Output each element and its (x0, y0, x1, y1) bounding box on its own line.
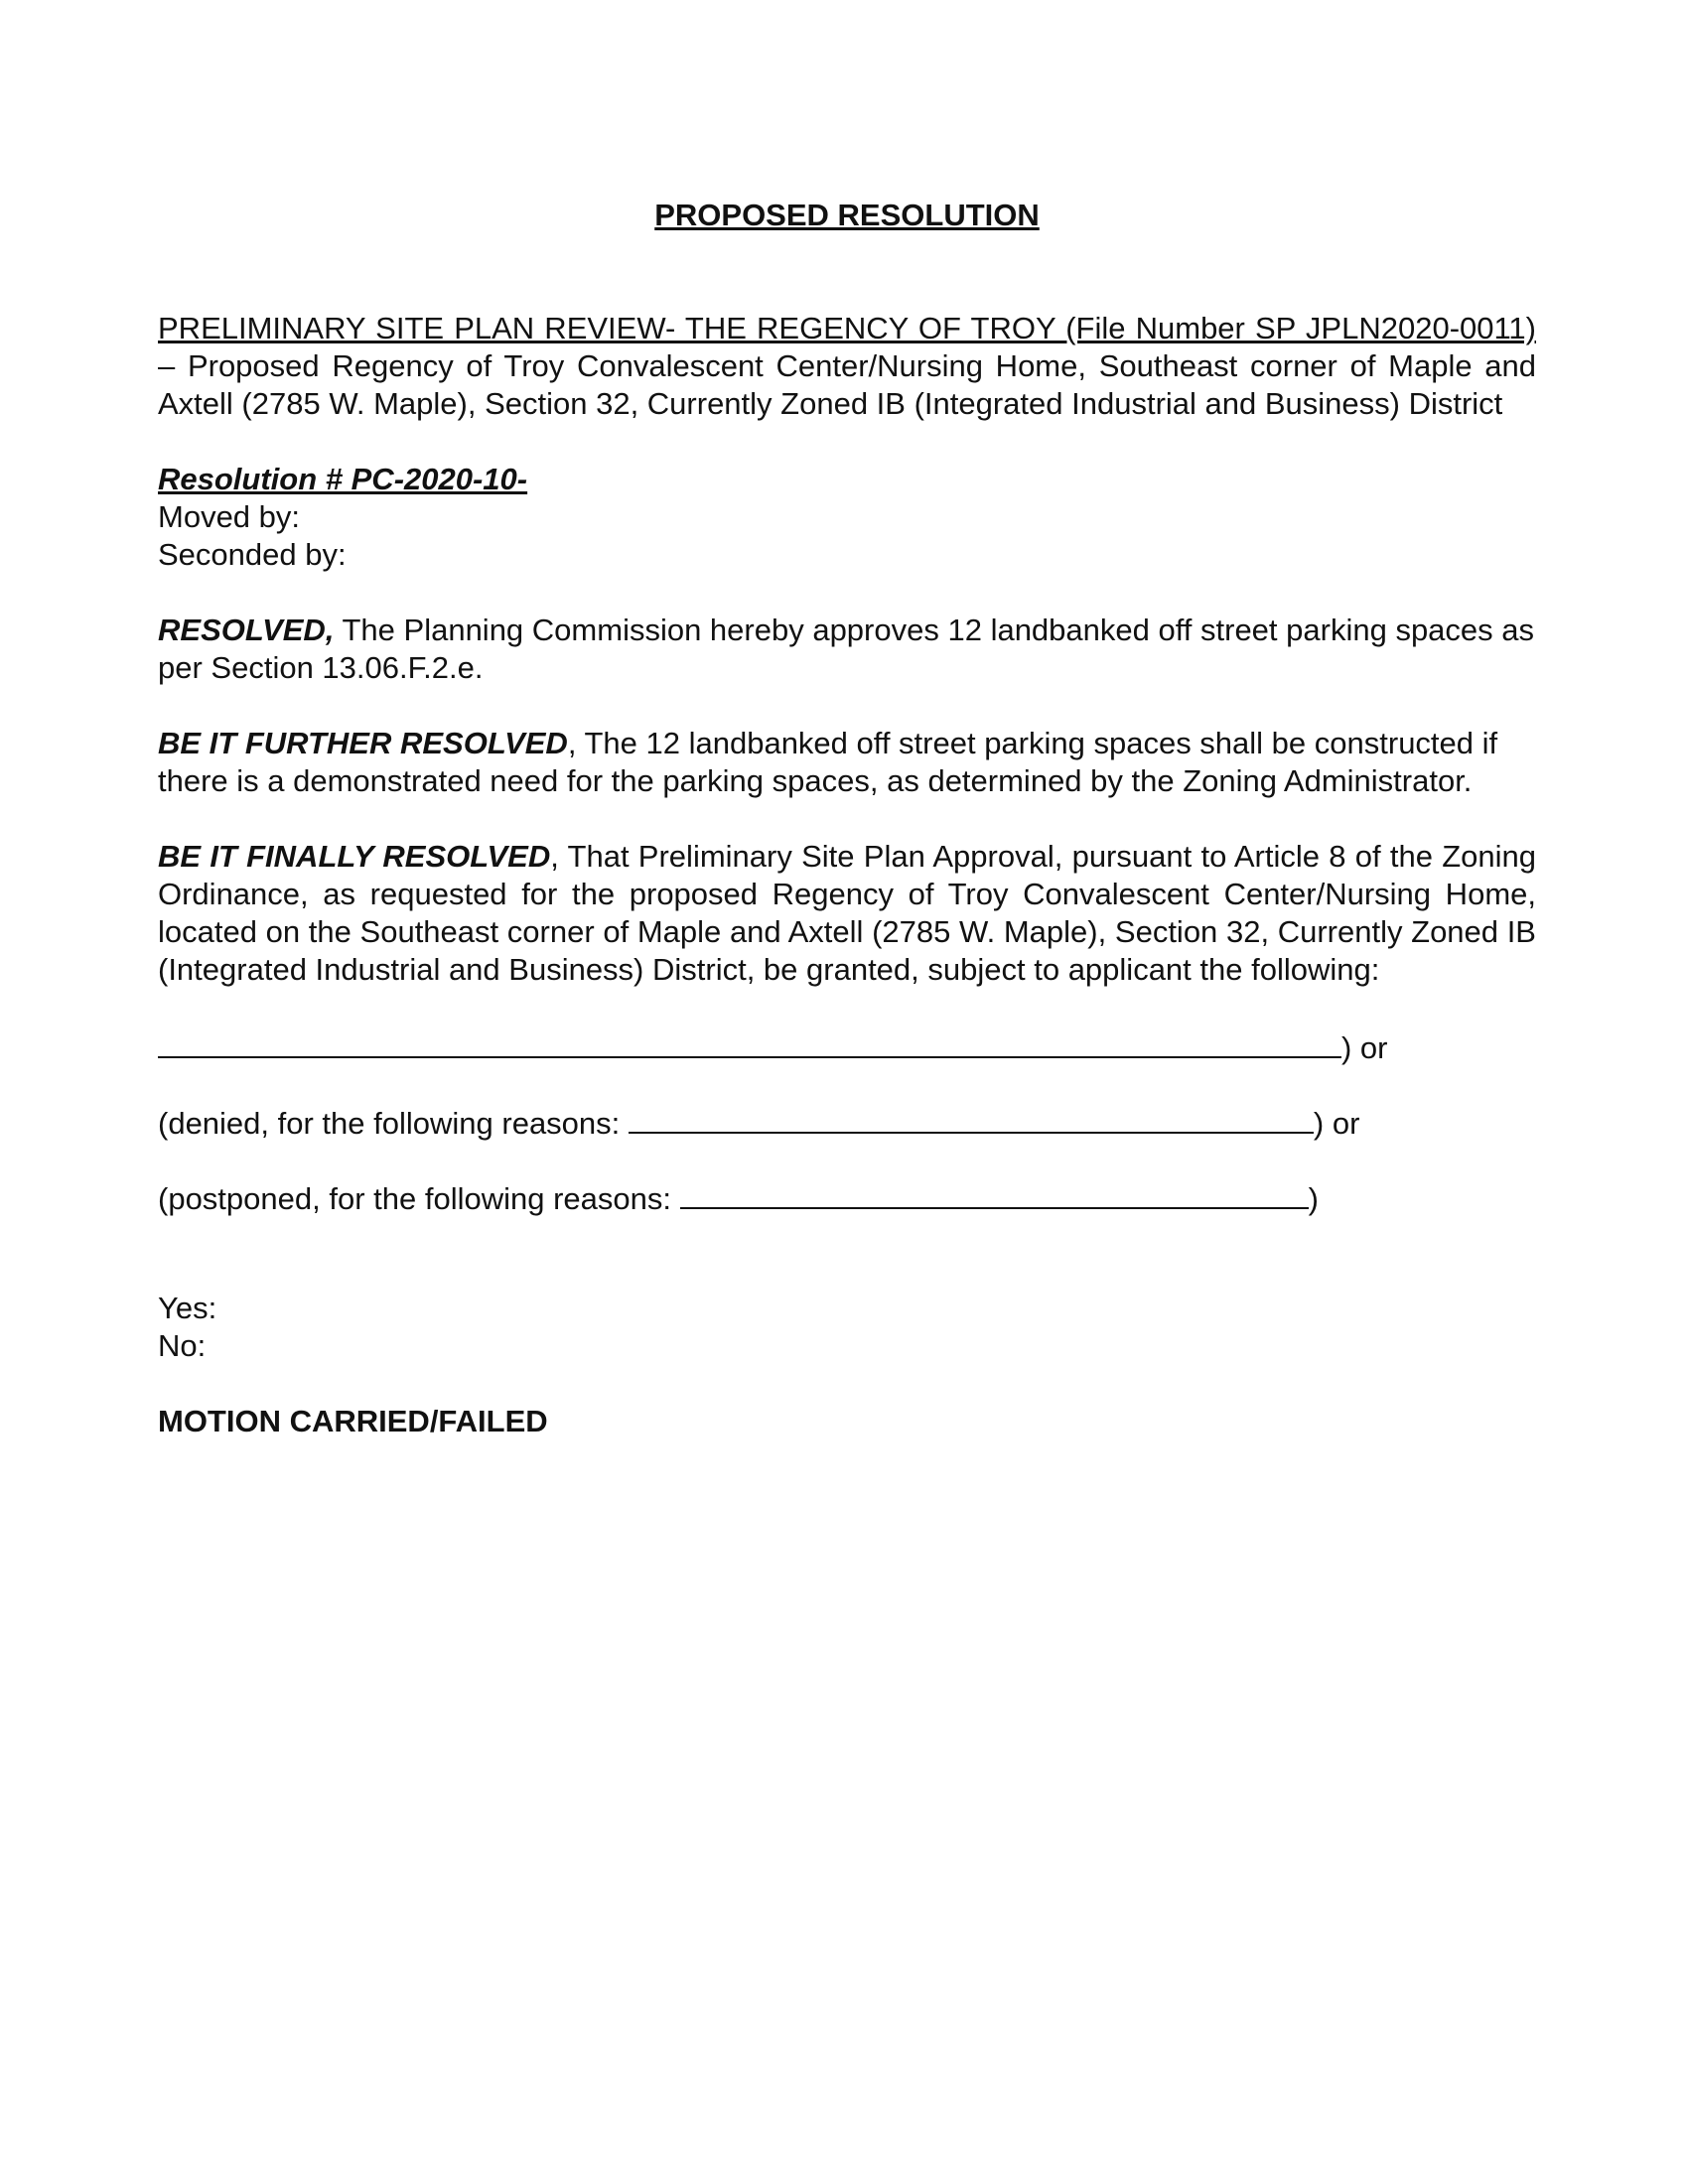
approval-conditions-row (158, 1026, 1536, 1064)
denied-suffix: ) or (1313, 1106, 1360, 1141)
moved-by-label: Moved by: (158, 499, 301, 534)
seconded-by-label: Seconded by: (158, 537, 347, 572)
agenda-heading (158, 310, 1536, 423)
resolved-paragraph (158, 612, 1536, 687)
document-body (158, 197, 1536, 1440)
resolved-lead: RESOLVED, (158, 613, 335, 647)
approval-conditions-suffix: ) or (1341, 1030, 1388, 1065)
resolution-header (158, 461, 1536, 574)
denied-reasons-blank[interactable] (629, 1102, 1314, 1134)
agenda-heading-description: – Proposed Regency of Troy Convalescent Center/Nursing Home, Southeast corner of Maple and Axtell (2785 W. Maple), Section 32, Currently Zoned IB (Integrated Industrial and Business) District (158, 348, 1536, 421)
resolution-number: Resolution # PC-2020-10- (158, 462, 528, 496)
resolved-text: The Planning Commission hereby approves 12 landbanked off street parking spaces as per Section 13.06.F.2.e. (158, 613, 1535, 685)
vote-no-label: No: (158, 1328, 207, 1363)
approval-conditions-blank[interactable] (158, 1026, 1341, 1058)
finally-resolved-text: , That Preliminary Site Plan Approval, pursuant to Article 8 of the Zoning Ordinance, as requested for the proposed Regency of Troy Convalescent Center/Nursing Home, located on the Southeast corner of Maple and Axtell (2785 W. Maple), Section 32, Currently Zoned IB (Integrated Industrial and Business) District, be granted, subject to applicant the following: (158, 839, 1536, 987)
vote-tally (158, 1290, 1536, 1365)
further-resolved-paragraph (158, 725, 1536, 800)
finally-resolved-paragraph (158, 838, 1536, 989)
vote-yes-label: Yes: (158, 1291, 217, 1325)
agenda-heading-title: PRELIMINARY SITE PLAN REVIEW- THE REGENCY OF TROY (File Number SP JPLN2020-0011) (158, 311, 1536, 345)
denied-label: (denied, for the following reasons: (158, 1106, 629, 1141)
postponed-label: (postponed, for the following reasons: (158, 1181, 680, 1216)
denied-row (158, 1102, 1536, 1140)
postponed-suffix: ) (1308, 1181, 1319, 1216)
further-resolved-lead: BE IT FURTHER RESOLVED (158, 726, 568, 760)
finally-resolved-lead: BE IT FINALLY RESOLVED (158, 839, 551, 874)
postponed-reasons-blank[interactable] (680, 1177, 1309, 1209)
postponed-row (158, 1177, 1536, 1215)
document-title: PROPOSED RESOLUTION (654, 198, 1040, 232)
motion-result: MOTION CARRIED/FAILED (158, 1404, 548, 1438)
further-resolved-text: , The 12 landbanked off street parking spaces shall be constructed if there is a demonstrated need for the parking spaces, as determined by the Zoning Administrator. (158, 726, 1498, 798)
